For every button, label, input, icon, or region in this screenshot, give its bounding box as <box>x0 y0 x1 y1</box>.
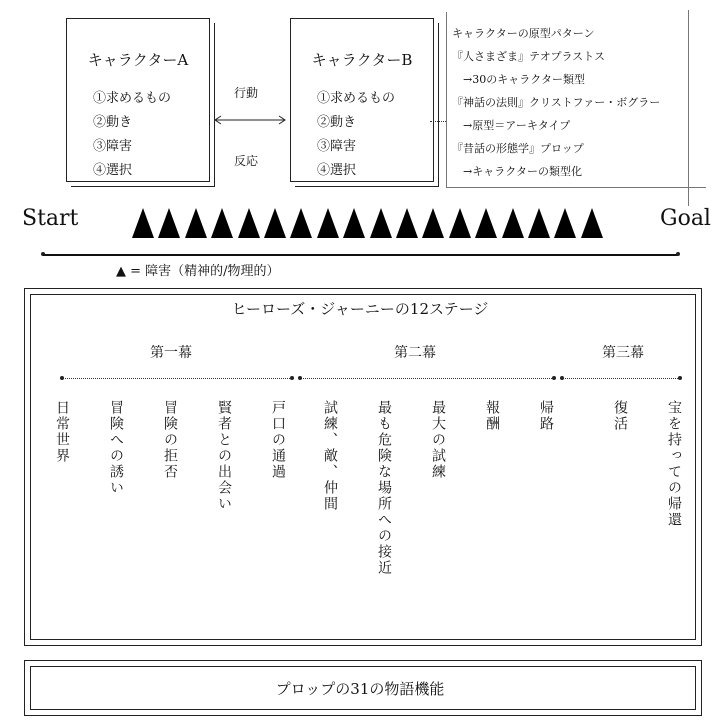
reference-line: 『昔話の形態学』プロップ <box>452 142 584 155</box>
act-two-divider-start <box>298 376 302 380</box>
obstacle-triangle <box>422 208 444 238</box>
reference-bottom-rule <box>446 187 706 188</box>
obstacle-triangle <box>370 208 392 238</box>
character-b-name: キャラクターB <box>311 51 413 69</box>
character-b-item: ④選択 <box>317 163 357 178</box>
stage-label: 日常世界 <box>54 400 70 464</box>
obstacle-triangle <box>211 208 233 238</box>
character-a-item: ④選択 <box>93 163 133 178</box>
stage-label: 帰路 <box>538 400 554 432</box>
stage-label: 冒険の拒否 <box>162 400 178 480</box>
stage-label: 最も危険な場所への接近 <box>376 400 392 576</box>
character-a-name: キャラクターA <box>87 51 189 69</box>
character-a-box <box>66 18 210 182</box>
journey-frame-inner <box>30 294 696 640</box>
reaction-label: 反応 <box>234 154 259 168</box>
timeline-line <box>43 254 678 256</box>
obstacle-triangle <box>554 208 576 238</box>
stage-label: 冒険への誘い <box>108 400 124 496</box>
obstacle-triangle <box>502 208 524 238</box>
stage-label: 報酬 <box>484 400 500 432</box>
obstacle-triangle <box>185 208 207 238</box>
obstacle-legend: ▲ = 障害（精神的/物理的） <box>116 264 280 279</box>
reference-notes <box>452 22 660 183</box>
obstacle-triangle <box>238 208 260 238</box>
reference-line: 『人さまざま』テオプラストス <box>452 50 606 63</box>
stage-label: 試練、敵、仲間 <box>322 400 338 512</box>
act-three-divider-end <box>678 376 682 380</box>
character-a-item: ③障害 <box>93 139 133 154</box>
obstacle-triangle <box>158 208 180 238</box>
character-a-items <box>93 87 171 183</box>
obstacle-triangle <box>475 208 497 238</box>
act-one-divider <box>62 378 292 379</box>
timeline-goal-dot <box>676 252 680 256</box>
stage-label: 最大の試練 <box>430 400 446 480</box>
obstacle-triangle <box>290 208 312 238</box>
action-label: 行動 <box>234 86 259 100</box>
character-b-item: ②動き <box>317 115 357 130</box>
reference-line: キャラクターの原型パターン <box>452 27 595 40</box>
reference-line: →30のキャラクター類型 <box>452 73 585 86</box>
obstacle-triangle <box>343 208 365 238</box>
act-three-label: 第三幕 <box>602 345 644 361</box>
act-one-divider-end <box>290 376 294 380</box>
stage-label: 賢者との出会い <box>216 400 232 512</box>
goal-label: Goal <box>660 206 711 231</box>
act-three-divider <box>562 378 680 379</box>
act-three-divider-start <box>560 376 564 380</box>
start-label: Start <box>22 206 79 231</box>
propp-title: プロップの31の物語機能 <box>275 680 445 698</box>
stage-label: 復活 <box>612 400 628 432</box>
act-two-divider <box>300 378 554 379</box>
obstacle-triangle <box>264 208 286 238</box>
reference-line: 『神話の法則』クリストファー・ボグラー <box>452 96 661 109</box>
character-a-item: ②動き <box>93 115 133 130</box>
obstacle-triangle <box>396 208 418 238</box>
character-b-items <box>317 87 395 183</box>
act-one-label: 第一幕 <box>150 345 192 361</box>
character-b-box <box>290 18 434 182</box>
act-two-divider-end <box>552 376 556 380</box>
obstacle-triangle <box>528 208 550 238</box>
reference-connector <box>430 121 446 122</box>
obstacle-triangle <box>132 208 154 238</box>
character-b-item: ①求めるもの <box>317 91 396 106</box>
act-two-label: 第二幕 <box>394 345 436 361</box>
stage-label: 戸口の通過 <box>270 400 286 480</box>
reference-line: →原型＝アーキタイプ <box>452 119 571 132</box>
act-one-divider-start <box>60 376 64 380</box>
reference-line: →キャラクターの類型化 <box>452 165 582 178</box>
stage-label: 宝を持っての帰還 <box>666 400 682 528</box>
obstacle-triangle <box>317 208 339 238</box>
character-a-item: ①求めるもの <box>93 91 172 106</box>
obstacle-triangle <box>581 208 603 238</box>
interaction-arrow <box>212 114 288 126</box>
character-b-item: ③障害 <box>317 139 357 154</box>
reference-right-rule <box>688 10 689 206</box>
obstacle-triangle <box>449 208 471 238</box>
reference-left-rule <box>446 12 447 188</box>
journey-title: ヒーローズ・ジャーニーの12ステージ <box>231 300 489 318</box>
